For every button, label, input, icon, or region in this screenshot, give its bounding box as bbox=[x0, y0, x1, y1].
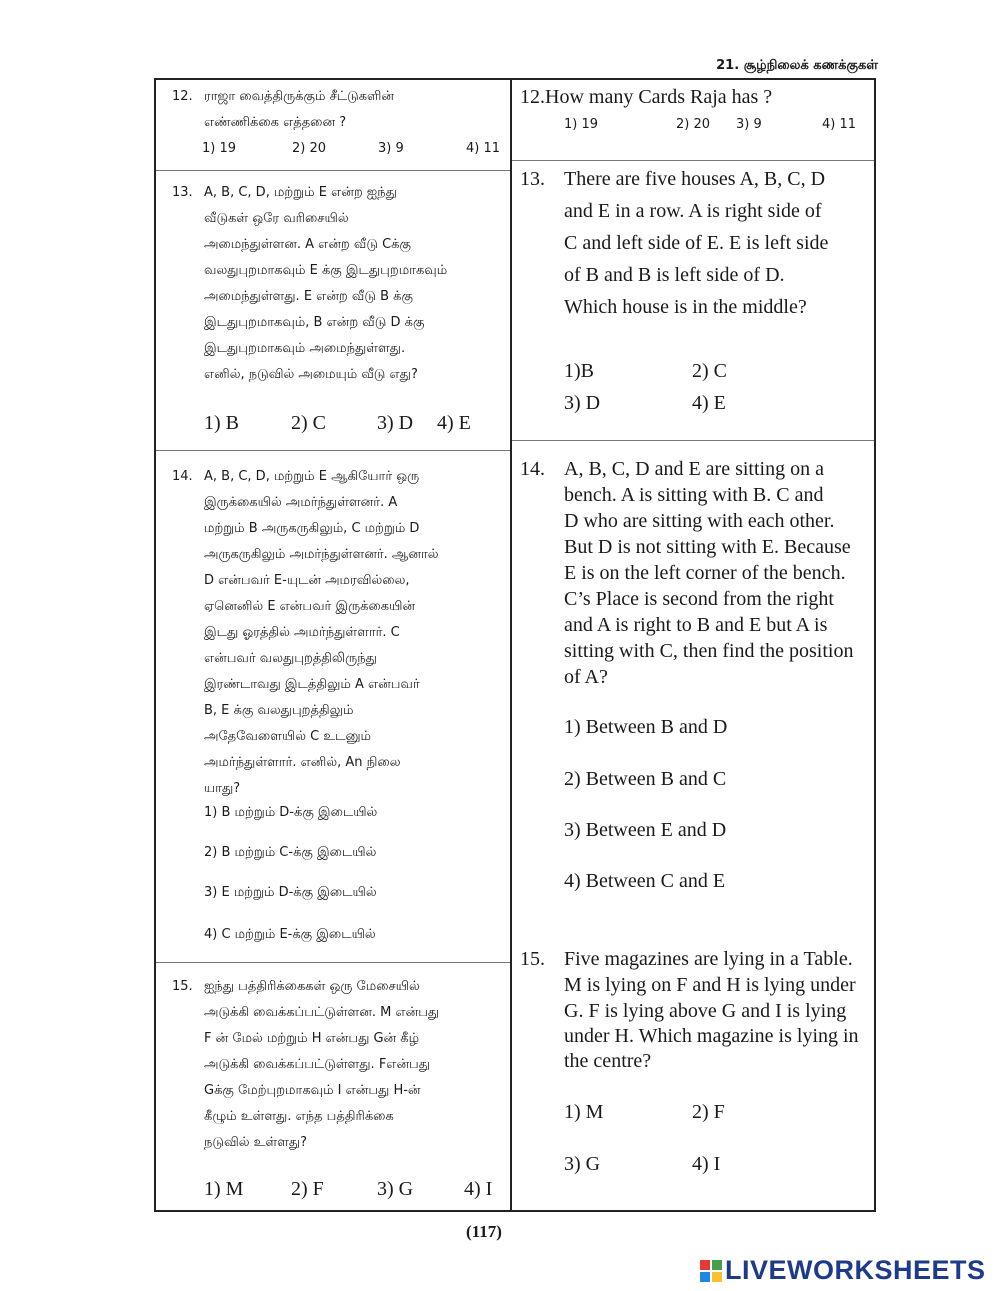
option[interactable]: 3) G bbox=[564, 1153, 601, 1175]
option[interactable]: 2) 20 bbox=[292, 141, 327, 156]
option[interactable]: 3) 9 bbox=[378, 141, 404, 156]
question-number: 14. bbox=[172, 469, 193, 484]
question-line: B, E க்கு வலதுபுறத்திலும் bbox=[204, 703, 354, 718]
question-line: Which house is in the middle? bbox=[564, 296, 807, 318]
question-number: 13. bbox=[520, 168, 545, 190]
question-line: கீழும் உள்ளது. எந்த பத்திரிக்கை bbox=[204, 1109, 394, 1124]
question-line: M is lying on F and H is lying under bbox=[564, 974, 856, 996]
question-line: F ன் மேல் மற்றும் H என்பது Gன் கீழ் bbox=[204, 1031, 420, 1046]
option[interactable]: 2) B மற்றும் C-க்கு இடையில் bbox=[204, 845, 377, 860]
option[interactable]: 3) D bbox=[377, 412, 414, 434]
brand-name: LIVEWORKSHEETS bbox=[725, 1255, 986, 1285]
question-line: and A is right to B and E but A is bbox=[564, 614, 828, 636]
separator bbox=[512, 440, 874, 441]
question-line: யாது? bbox=[204, 781, 241, 796]
question-line: A, B, C, D and E are sitting on a bbox=[564, 458, 824, 480]
option[interactable]: 3) 9 bbox=[736, 117, 762, 132]
question-line: There are five houses A, B, C, D bbox=[564, 168, 826, 190]
page-bracket-right-icon: ) bbox=[496, 1222, 502, 1241]
option[interactable]: 4) I bbox=[692, 1153, 721, 1175]
question-line: C and left side of E. E is left side bbox=[564, 232, 829, 254]
question-line: அடுக்கி வைக்கப்பட்டுள்ளது. Fஎன்பது bbox=[204, 1057, 430, 1072]
option[interactable]: 1) B bbox=[204, 412, 239, 434]
option[interactable]: 2) C bbox=[692, 360, 727, 382]
question-line: ஐந்து பத்திரிக்கைகள் ஒரு மேசையில் bbox=[204, 979, 420, 994]
option[interactable]: 4) Between C and E bbox=[564, 870, 726, 892]
option[interactable]: 1) 19 bbox=[564, 117, 599, 132]
option[interactable]: 4) C மற்றும் E-க்கு இடையில் bbox=[204, 927, 376, 942]
option[interactable]: 1) Between B and D bbox=[564, 716, 728, 738]
question-line: and E in a row. A is right side of bbox=[564, 200, 822, 222]
question-line: D who are sitting with each other. bbox=[564, 510, 835, 532]
question-line: இடதுபுறமாகவும், B என்ற வீடு D க்கு bbox=[204, 315, 425, 330]
question-line: sitting with C, then find the position bbox=[564, 640, 854, 662]
logo-square bbox=[712, 1272, 722, 1282]
option[interactable]: 3) E மற்றும் D-க்கு இடையில் bbox=[204, 885, 377, 900]
option[interactable]: 1)B bbox=[564, 360, 594, 382]
question-line: ஏனெனில் E என்பவர் இருக்கையின் bbox=[204, 599, 416, 614]
question-line: எனில், நடுவில் அமையும் வீடு எது? bbox=[204, 367, 418, 382]
question-line: A, B, C, D, மற்றும் E என்ற ஐந்து bbox=[204, 185, 397, 200]
question-line: bench. A is sitting with B. C and bbox=[564, 484, 824, 506]
option[interactable]: 1) M bbox=[564, 1101, 604, 1123]
question-line: வீடுகள் ஒரே வரிசையில் bbox=[204, 211, 349, 226]
chapter-header: 21. சூழ்நிலைக் கணக்குகள் bbox=[716, 58, 878, 73]
option[interactable]: 2) C bbox=[291, 412, 326, 434]
question-line: மற்றும் B அருகருகிலும், C மற்றும் D bbox=[204, 521, 420, 536]
question-line: அதேவேளையில் C உடனும் bbox=[204, 729, 372, 744]
question-line: இரண்டாவது இடத்திலும் A என்பவர் bbox=[204, 677, 420, 692]
option[interactable]: 1) M bbox=[204, 1178, 244, 1200]
column-divider bbox=[510, 78, 512, 1212]
question-line: of B and B is left side of D. bbox=[564, 264, 785, 286]
question-line: அமைந்துள்ளன. A என்ற வீடு Cக்கு bbox=[204, 237, 411, 252]
liveworksheets-logo[interactable] bbox=[700, 1255, 986, 1286]
option[interactable]: 4) I bbox=[464, 1178, 493, 1200]
logo-grid-icon bbox=[700, 1260, 722, 1282]
page-number: (117) bbox=[466, 1222, 502, 1241]
question-line: அமர்ந்துள்ளார். எனில், An நிலை bbox=[204, 755, 401, 770]
question-line: இடதுபுறமாகவும் அமைந்துள்ளது. bbox=[204, 341, 406, 356]
option[interactable]: 4) E bbox=[437, 412, 471, 434]
separator bbox=[512, 160, 874, 161]
option[interactable]: 4) 11 bbox=[822, 117, 857, 132]
question-line: A, B, C, D, மற்றும் E ஆகியோர் ஒரு bbox=[204, 469, 420, 484]
question-line: இடது ஓரத்தில் அமர்ந்துள்ளார். C bbox=[204, 625, 400, 640]
option[interactable]: 3) G bbox=[377, 1178, 414, 1200]
option[interactable]: 1) B மற்றும் D-க்கு இடையில் bbox=[204, 805, 378, 820]
question-line: என்பவர் வலதுபுறத்திலிருந்து bbox=[204, 651, 377, 666]
logo-square bbox=[700, 1272, 710, 1282]
question-number: 13. bbox=[172, 185, 193, 200]
page-bracket-left-icon: ( bbox=[466, 1222, 472, 1241]
question-line: the centre? bbox=[564, 1050, 652, 1072]
separator bbox=[156, 962, 510, 963]
question-line: under H. Which magazine is lying in bbox=[564, 1025, 859, 1047]
question-line: But D is not sitting with E. Because bbox=[564, 536, 851, 558]
option[interactable]: 2) F bbox=[692, 1101, 725, 1123]
question-number: 12. bbox=[172, 89, 193, 104]
question-line: G. F is lying above G and I is lying bbox=[564, 1000, 847, 1022]
option[interactable]: 2) Between B and C bbox=[564, 768, 727, 790]
question-line: C’s Place is second from the right bbox=[564, 588, 834, 610]
question-line: Five magazines are lying in a Table. bbox=[564, 948, 853, 970]
question-line: D என்பவர் E-யுடன் அமரவில்லை, bbox=[204, 573, 410, 588]
option[interactable]: 1) 19 bbox=[202, 141, 237, 156]
question-line: ராஜா வைத்திருக்கும் சீட்டுகளின் bbox=[204, 89, 395, 104]
option[interactable]: 4) E bbox=[692, 392, 726, 414]
question-line: நடுவில் உள்ளது? bbox=[204, 1135, 308, 1150]
separator bbox=[156, 170, 510, 171]
question-number: 15. bbox=[520, 948, 545, 970]
option[interactable]: 4) 11 bbox=[466, 141, 501, 156]
question-number: 14. bbox=[520, 458, 545, 480]
logo-square bbox=[712, 1260, 722, 1270]
logo-square bbox=[700, 1260, 710, 1270]
option[interactable]: 2) 20 bbox=[676, 117, 711, 132]
question-line: E is on the left corner of the bench. bbox=[564, 562, 846, 584]
question-line: எண்ணிக்கை எத்தனை ? bbox=[204, 115, 347, 130]
option[interactable]: 3) D bbox=[564, 392, 601, 414]
question-line: of A? bbox=[564, 666, 608, 688]
question-number: 15. bbox=[172, 979, 193, 994]
question-line: அமைந்துள்ளது. E என்ற வீடு B க்கு bbox=[204, 289, 413, 304]
question-line: இருக்கையில் அமர்ந்துள்ளனர். A bbox=[204, 495, 398, 510]
question-line: Gக்கு மேற்புறமாகவும் I என்பது H-ன் bbox=[204, 1083, 421, 1098]
separator bbox=[156, 450, 510, 451]
option[interactable]: 3) Between E and D bbox=[564, 819, 727, 841]
option[interactable]: 2) F bbox=[291, 1178, 324, 1200]
question-line: வலதுபுறமாகவும் E க்கு இடதுபுறமாகவும் bbox=[204, 263, 448, 278]
question-line: 12.How many Cards Raja has ? bbox=[520, 86, 773, 108]
question-line: அடுக்கி வைக்கப்பட்டுள்ளன. M என்பது bbox=[204, 1005, 440, 1020]
question-line: அருகருகிலும் அமர்ந்துள்ளனர். ஆனால் bbox=[204, 547, 439, 562]
